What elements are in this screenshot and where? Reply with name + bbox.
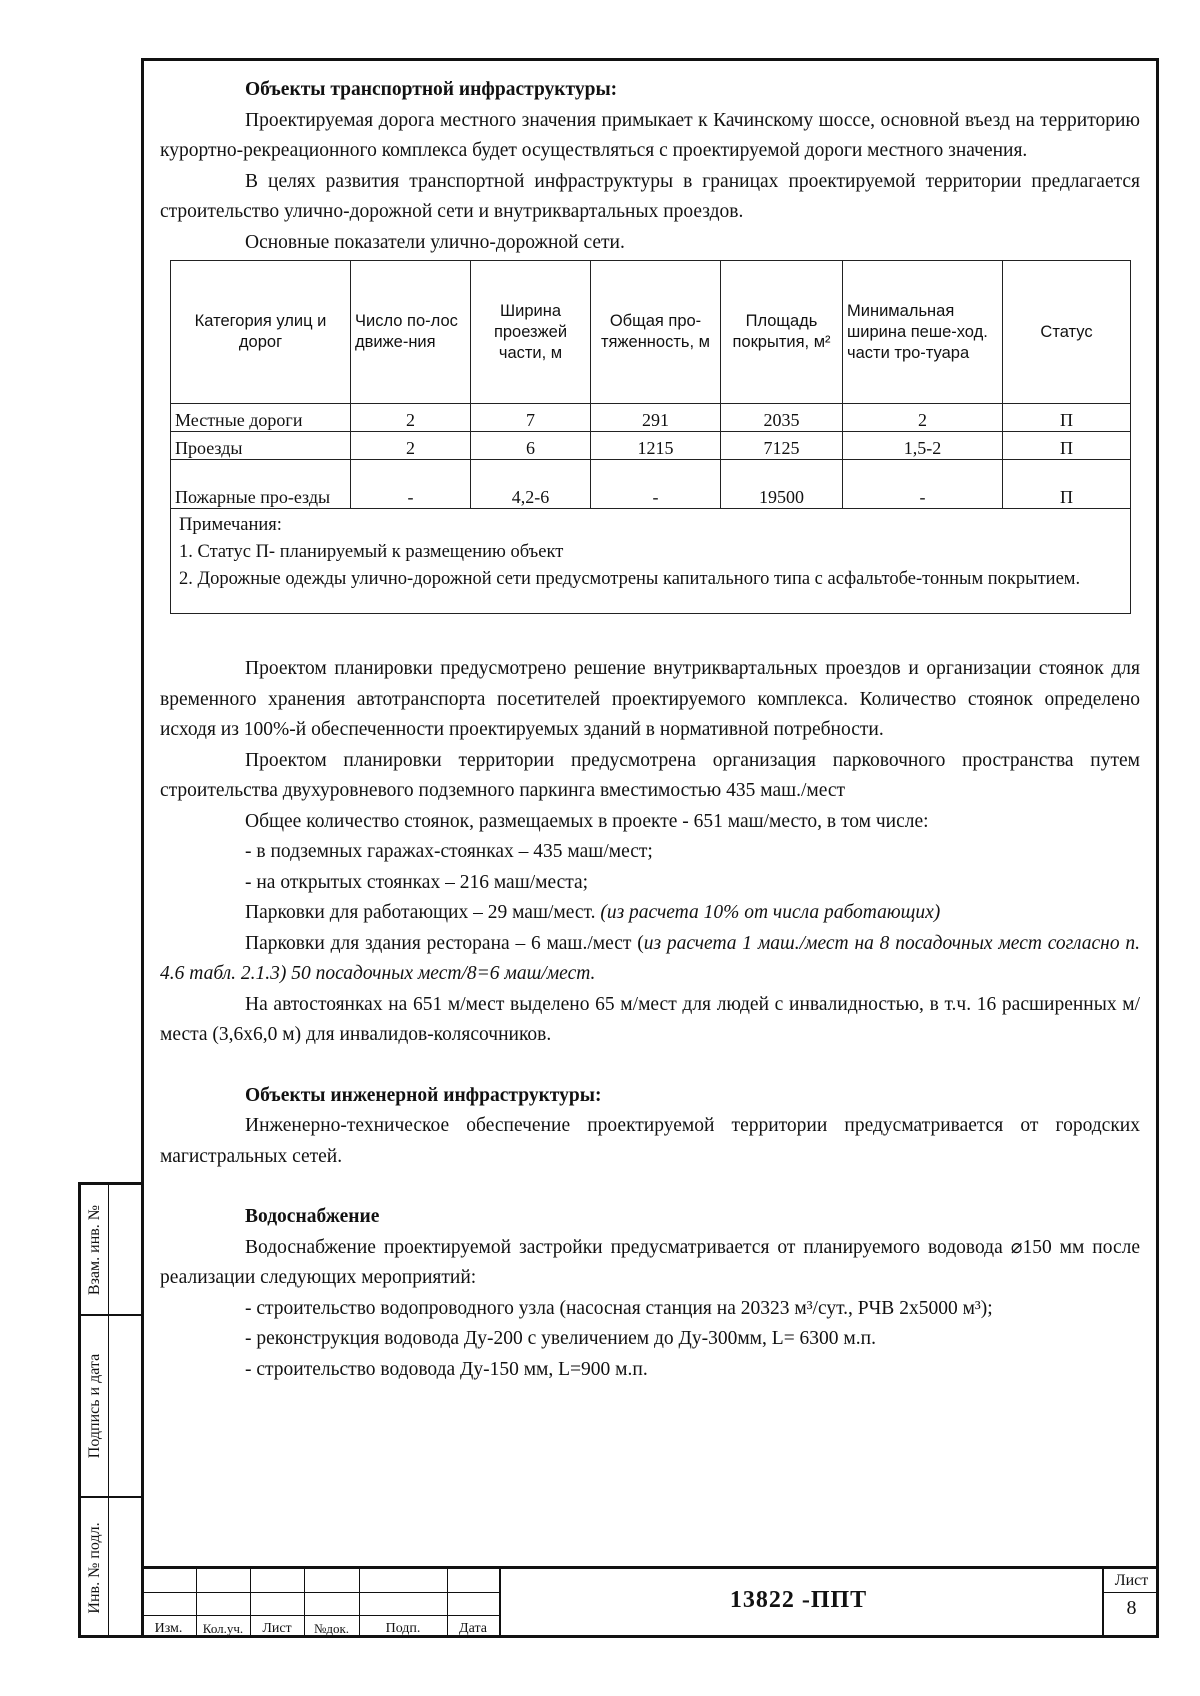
notes-title: Примечания: [179, 515, 282, 535]
column-label: Лист [262, 1621, 292, 1636]
sheet-number: 8 [1126, 1597, 1137, 1619]
document-code: 13822 -ППТ [729, 1587, 868, 1613]
table-row [171, 460, 1131, 509]
stamp-cell-signature [81, 1316, 144, 1498]
stamp-label: Подпись и дата [85, 1353, 103, 1459]
parking-paragraph-6: На автостоянках на 651 м/мест выделено 65 м/мест для людей с инвалидностью, в т.ч. 16 расширенных м/места (3,6х6,0 м) для инвалидов-колясочников. [160, 993, 1140, 1045]
table-cell: Местные дороги [171, 404, 351, 432]
parking-paragraph-3: Общее количество стоянок, размещаемых в проекте - 651 маш/место, в том числе: [245, 810, 929, 832]
parking-paragraph-4 [160, 898, 1140, 929]
column-label: №док. [313, 1621, 350, 1636]
table-cell: 6 [471, 432, 591, 460]
note-item: 2. Дорожные одежды улично-дорожной сети предусмотрены капитального типа с асфальтобе-тонным покрытием. [179, 569, 1081, 589]
transport-paragraph-1: Проектируемая дорога местного значения примыкает к Качинскому шоссе, основной въезд на территорию курортно-рекреационного комплекса будет осуществляться с проектируемой дороги местного значения. [160, 109, 1140, 161]
table-header-row [171, 261, 1131, 404]
table-header: Категория улиц и дорог [171, 261, 351, 404]
table-header: Общая про-тяженность, м [591, 261, 721, 404]
note-item: 1. Статус П- планируемый к размещению объект [179, 542, 564, 562]
table-header: Статус [1003, 261, 1131, 404]
table-cell: - [591, 460, 721, 509]
table-notes [171, 509, 1131, 614]
stamp-cell-original [81, 1498, 144, 1638]
document-body [160, 75, 1140, 1385]
sheet-box [1102, 1569, 1159, 1638]
table-cell: 291 [591, 404, 721, 432]
transport-paragraph-2: В целях развития транспортной инфраструктуры в границах проектируемой территории предлагается строительство улично-дорожной сети и внутриквартальных проездов. [160, 170, 1140, 222]
margin-stamp [78, 1182, 144, 1638]
sheet-label: Лист [1104, 1570, 1159, 1593]
parking-item: - в подземных гаражах-стоянках – 435 маш/мест; [245, 841, 653, 862]
stamp-label: Инв. № подл. [85, 1522, 103, 1614]
table-cell: П [1003, 432, 1131, 460]
water-item: - реконструкция водовода Ду-200 с увеличением до Ду-300мм, L= 6300 м.п. [245, 1328, 876, 1349]
table-header: Минимальная ширина пеше-ход. части тро-туара [843, 261, 1003, 404]
water-paragraph: Водоснабжение проектируемой застройки предусматривается от планируемого водовода ⌀150 мм после реализации следующих мероприятий: [160, 1236, 1140, 1288]
table-cell: П [1003, 460, 1131, 509]
table-cell: 7 [471, 404, 591, 432]
table-cell: 1215 [591, 432, 721, 460]
parking-paragraph-4-note: (из расчета 10% от числа работающих) [600, 902, 941, 923]
water-heading: Водоснабжение [245, 1206, 380, 1227]
table-header: Площадь покрытия, м² [721, 261, 843, 404]
column-label: Кол.уч. [202, 1621, 244, 1636]
table-row [171, 432, 1131, 460]
table-cell: 2 [843, 404, 1003, 432]
parking-paragraph-5-text: Парковки для здания ресторана – 6 маш./мест ( [245, 932, 644, 954]
parking-paragraph-2: Проектом планировки территории предусмотрена организация парковочного пространства путем строительства двухуровневого подземного паркинга вместимостью 435 маш./мест [160, 749, 1140, 801]
table-cell: 2035 [721, 404, 843, 432]
water-item: - строительство водопроводного узла (насосная станция на 20323 м³/сут., РЧВ 2х5000 м³); [245, 1297, 993, 1319]
table-cell: - [843, 460, 1003, 509]
parking-paragraph-5 [160, 929, 1140, 990]
stamp-cell-replacement [81, 1185, 144, 1316]
column-label: Подп. [385, 1621, 421, 1636]
table-cell: 4,2-6 [471, 460, 591, 509]
table-cell: 19500 [721, 460, 843, 509]
engineering-paragraph: Инженерно-техническое обеспечение проектируемой территории предусматривается от городских магистральных сетей. [160, 1115, 1140, 1167]
column-label: Дата [459, 1621, 487, 1636]
revision-grid [141, 1569, 501, 1638]
table-cell: 2 [351, 432, 471, 460]
table-header: Ширина проезжей части, м [471, 261, 591, 404]
table-cell: 7125 [721, 432, 843, 460]
table-cell: 2 [351, 404, 471, 432]
road-network-table [170, 260, 1131, 614]
title-block [141, 1566, 1159, 1638]
table-cell: Пожарные про-езды [171, 460, 351, 509]
transport-heading: Объекты транспортной инфраструктуры: [245, 79, 618, 100]
table-cell: 1,5-2 [843, 432, 1003, 460]
parking-paragraph-1: Проектом планировки предусмотрено решение внутриквартальных проездов и организации стоянок для временного хранения автотранспорта посетителей проектируемого комплекса. Количество стоянок определено исходя из 100%-й обеспеченности проектируемых зданий в нормативной потребности. [160, 658, 1140, 740]
parking-paragraph-4-text: Парковки для работающих – 29 маш/мест. [245, 902, 601, 923]
table-cell: - [351, 460, 471, 509]
table-row [171, 404, 1131, 432]
parking-item: - на открытых стоянках – 216 маш/места; [245, 871, 589, 893]
stamp-label: Взам. инв. № [85, 1204, 103, 1295]
engineering-heading: Объекты инженерной инфраструктуры: [245, 1084, 602, 1106]
column-label: Изм. [154, 1621, 183, 1636]
table-cell: П [1003, 404, 1131, 432]
table-caption: Основные показатели улично-дорожной сети. [245, 231, 625, 253]
table-notes-row [171, 509, 1131, 614]
parking-paragraph-5-note: из расчета 1 маш./мест на 8 посадочных мест согласно п. 4.6 табл. 2.1.3) 50 посадочных мест/8=6 маш/мест. [160, 932, 1140, 984]
table-cell: Проезды [171, 432, 351, 460]
water-item: - строительство водовода Ду-150 мм, L=900 м.п. [245, 1358, 648, 1380]
table-header: Число по-лос движе-ния [351, 261, 471, 404]
